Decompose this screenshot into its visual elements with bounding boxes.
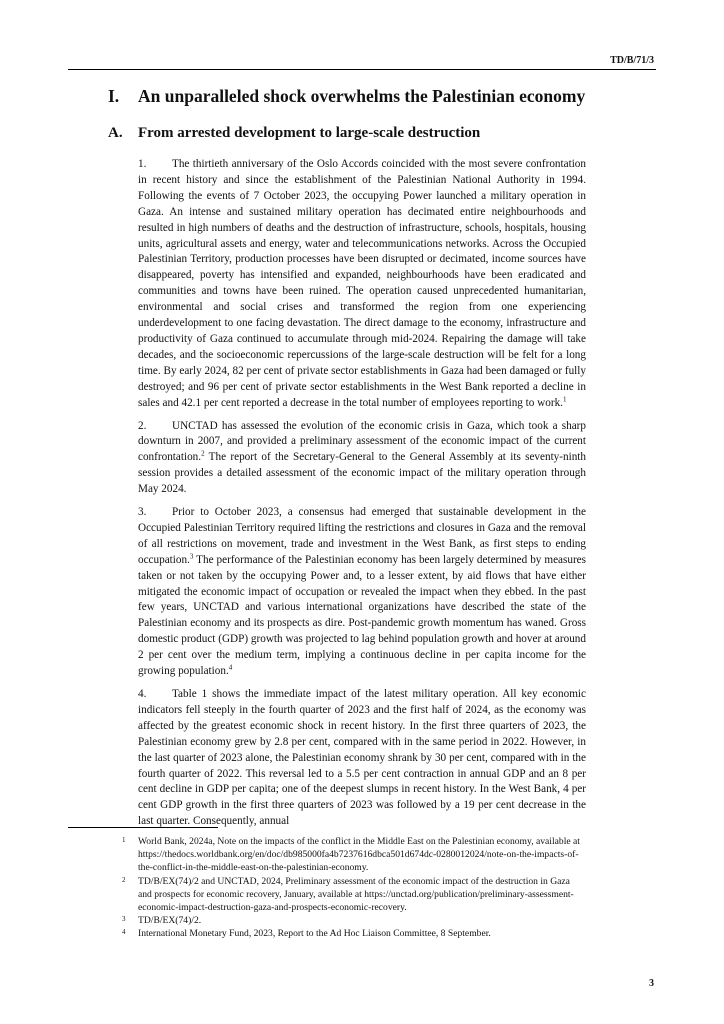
paragraph-text: The thirtieth anniversary of the Oslo Accords coincided with the most severe confrontation in recent history and since the establishment of the Palestinian National Authority in 1994. Following the events of 7 October 2023, the occupying Power launched a military operation in Gaza. An intense and sustained military operation has decimated entire neighbourhoods and resulted in high numbers of deaths and the destruction of infrastructure, schools, hospitals, housing units, agricultural assets and energy, water and telecommunications networks. Across the Occupied Palestinian Territory, production processes have been disrupted or decimated, income sources have disappeared, poverty has intensified and expanded, neighbourhoods have been eradicated and communities and towns have been ruined. The operation caused unprecedented humanitarian, environmental and social crises and transformed the region from one experiencing underdevelopment to one facing devastation. The direct damage to the economy, infrastructure and productivity of Gaza continued to accumulate through mid-2024. Repairing the damage will take decades, and the socioeconomic repercussions of the large-scale destruction will be felt for a long time. By early 2024, 82 per cent of private sector establishments in Gaza had been damaged or fully destroyed; and 96 per cent of private sector establishments in the West Bank reported a decline in sales and 42.1 per cent reported a decrease in the total number of employees reporting to work. xyxy=(138,158,586,409)
paragraph-text: UNCTAD has assessed the evolution of the economic crisis in Gaza, which took a sharp downturn in 2007, and provided a preliminary assessment of the economic impact of the current confrontation. xyxy=(138,419,586,464)
footnote-ref[interactable]: 4 xyxy=(228,663,233,672)
document-symbol: TD/B/71/3 xyxy=(610,55,654,66)
paragraph-text: Prior to October 2023, a consensus had emerged that sustainable development in the Occupied Palestinian Territory required lifting the restrictions and closures in Gaza and the removal of all restrictions on movement, trade and investment in the West Bank, as first steps to ending occupation. xyxy=(138,506,586,566)
footnote-number: 4 xyxy=(122,928,126,937)
footnote-text: International Monetary Fund, 2023, Report to the Ad Hoc Liaison Committee, 8 September. xyxy=(138,928,491,940)
header-rule xyxy=(68,69,656,70)
paragraph-text: The performance of the Palestinian economy has been largely determined by measures taken or not taken by the occupying Power and, to a lesser extent, by aid flows that have either mitigated the economic impact of occupation or revealed the impact when they ebbed. In the past few years, UNCTAD and various international organizations have described the state of the Palestinian economy and its prospects as dire. Post-pandemic growth momentum has waned. Gross domestic product (GDP) growth was projected to lag behind population growth and hover at around 2 per cent over the medium term, implying a continuous decline in per capita income for the growing population. xyxy=(138,553,586,678)
paragraph-4 xyxy=(138,687,586,830)
paragraph-number: 2. xyxy=(138,419,147,432)
footnotes xyxy=(122,835,586,941)
paragraph-number: 1. xyxy=(138,158,147,170)
chapter-number: I. xyxy=(108,86,120,106)
paragraph-text: Table 1 shows the immediate impact of the latest military operation. All key economic indicators fell steeply in the fourth quarter of 2023 and the first half of 2024, as the economy was affected by the greatest economic shock in recent history. In the first three quarters of 2023, the Palestinian economy grew by 2.8 per cent, compared with in the same period in 2022. However, in the last quarter of 2023 alone, the Palestinian economy shrank by 30 per cent, compared with in the fourth quarter of 2022. This reversal led to a 5.5 per cent contraction in annual GDP and an 8 per cent decline in GDP per capita; one of the deepest slumps in recent history. In the West Bank, 4 per cent GDP growth in the first three quarters of 2023 was followed by a 19 per cent decrease in the last quarter. Consequently, annual xyxy=(138,688,586,828)
footnote-text: TD/B/EX(74)/2 and UNCTAD, 2024, Preliminary assessment of the economic impact of the destruction in Gaza and prospects for economic recovery, January, available at https://unctad.org/publication/preliminary-assessment-economic-impact-destruction-gaza-and-prospects-economic-recovery. xyxy=(138,875,574,914)
paragraph-text: The report of the Secretary-General to the General Assembly at its seventy-ninth session provides a detailed assessment of the economic impact of the military operation through May 2024. xyxy=(138,451,586,496)
section-number: A. xyxy=(108,125,123,141)
paragraph-number: 3. xyxy=(138,506,147,519)
footnote-ref[interactable]: 3 xyxy=(189,552,194,561)
paragraph-2 xyxy=(138,419,586,499)
section-title: From arrested development to large-scale destruction xyxy=(138,125,481,141)
page-number: 3 xyxy=(649,978,654,989)
footnote-text: World Bank, 2024a, Note on the impacts of the conflict in the Middle East on the Palestinian economy, available at https://thedocs.worldbank.org/en/doc/db985000fa4b7237616dbca501d674dc-0280012024/note-on-the-impacts-of-the-conflict-in-the-middle-east-on-the-palestinian-economy. xyxy=(138,836,580,874)
footnote-number: 2 xyxy=(122,875,126,884)
footnote xyxy=(122,835,586,875)
footnote xyxy=(122,914,586,927)
paragraph-1 xyxy=(138,157,586,412)
paragraph-3 xyxy=(138,505,586,680)
paragraph-number: 4. xyxy=(138,688,147,700)
chapter-title: An unparalleled shock overwhelms the Palestinian economy xyxy=(138,86,586,106)
footnote-separator xyxy=(68,827,218,828)
footnote-ref[interactable]: 2 xyxy=(201,449,205,458)
body-text xyxy=(138,157,586,837)
footnote-text: TD/B/EX(74)/2. xyxy=(138,915,202,927)
footnote xyxy=(122,875,586,915)
footnote-number: 1 xyxy=(122,836,126,844)
chapter-heading xyxy=(108,86,585,107)
section-heading xyxy=(108,125,480,142)
footnote-number: 3 xyxy=(122,915,126,924)
footnote-ref[interactable]: 1 xyxy=(562,394,567,403)
footnote xyxy=(122,927,586,940)
